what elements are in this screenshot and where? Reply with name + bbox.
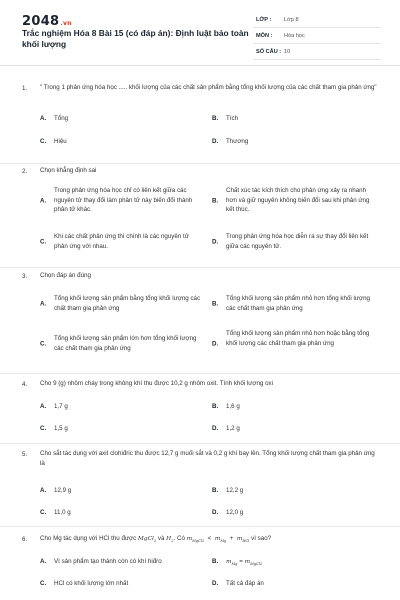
option-text: 12,0 g <box>226 509 244 516</box>
question-number: 5. <box>22 451 28 458</box>
option-letter: A. <box>40 299 47 307</box>
option-letter: A. <box>40 196 47 204</box>
option-letter: B. <box>212 403 219 410</box>
option-letter: C. <box>40 237 47 245</box>
option-letter: D. <box>212 509 219 516</box>
question-number: 4. <box>22 381 28 388</box>
logo-suffix: .vn <box>60 20 72 27</box>
option-text: 11,0 g <box>54 509 71 516</box>
formula-m-mg <box>215 536 226 542</box>
option-letter: A. <box>40 487 47 494</box>
meta-table <box>253 12 381 60</box>
meta-row-subject <box>253 28 381 44</box>
formula-subscript: 2 <box>153 539 157 544</box>
formula-subscript: HCl <box>242 539 250 544</box>
formula-main: H <box>166 536 172 542</box>
option-text: Tổng khối lượng sản phẩm bằng tổng khối lượng các chất tham gia phản ứng <box>54 295 201 312</box>
question-text <box>40 534 380 547</box>
option-letter: D. <box>212 339 219 347</box>
question-1 <box>0 78 400 164</box>
formula-subscript: Mg <box>220 539 227 544</box>
question-4 <box>0 374 400 444</box>
option-letter: C. <box>40 425 47 432</box>
option-letter: C. <box>40 509 47 516</box>
question-5 <box>0 444 400 527</box>
question-6 <box>0 527 400 600</box>
question-number: 2. <box>22 168 28 175</box>
option-text: 1,6 g <box>226 403 240 410</box>
formula-main: m <box>244 559 251 565</box>
option-letter: C. <box>40 138 47 145</box>
question-text: Cho 9 (g) nhôm cháy trong không khí thu được 10,2 g nhôm oxit. Tính khối lượng oxi <box>40 380 273 387</box>
question-2 <box>0 164 400 268</box>
header-divider <box>0 65 400 66</box>
option-letter: B. <box>212 487 219 494</box>
formula-subscript: 2 <box>171 539 174 544</box>
meta-value: Hóa học <box>284 33 305 39</box>
question-text-part: và <box>157 535 165 542</box>
option-letter: B. <box>212 558 219 565</box>
formula-m-mgcl2 <box>187 536 205 542</box>
formula-main: m <box>214 536 221 542</box>
option-text: Tổng khối lượng sản phẩm nhỏ hơn hoặc bằng tổng khối lượng các chất tham gia phản ứng <box>226 330 370 347</box>
option-text: 1,7 g <box>54 403 68 410</box>
formula-main: m <box>186 536 193 542</box>
page-title: Trắc nghiệm Hóa 8 Bài 15 (có đáp án): Định luật bảo toàn khối lượng <box>22 28 249 49</box>
question-text-part: Cho Mg tác dụng với HCl thu được <box>40 535 137 542</box>
page-header <box>0 0 400 62</box>
question-text-part: . Có <box>173 535 185 542</box>
option-text: Thương <box>226 138 249 145</box>
site-logo[interactable] <box>22 14 72 29</box>
option-letter: C. <box>40 580 47 587</box>
formula-subscript: Mg <box>231 562 238 567</box>
question-number: 6. <box>22 536 28 543</box>
formula-m-mgcl2 <box>245 559 263 565</box>
option-letter: D. <box>212 425 219 432</box>
question-text: Chọn khẳng định sai <box>40 167 97 174</box>
formula-operator: = <box>239 558 243 565</box>
option-text: Vì sản phẩm tạo thành còn có khí hiđro <box>54 558 162 565</box>
option-letter: C. <box>40 339 47 347</box>
formula-operator: < <box>207 535 212 542</box>
meta-value: Lớp 8 <box>284 17 299 23</box>
option-letter: A. <box>40 558 47 565</box>
option-text: Tổng khối lượng sản phẩm nhỏ hơn tổng khối lượng các chất tham gia phản ứng <box>226 295 370 312</box>
formula-main: m <box>236 536 243 542</box>
option-letter: D. <box>212 138 219 145</box>
option-letter: B. <box>212 299 219 307</box>
option-letter: D. <box>212 237 219 245</box>
meta-label: LỚP : <box>256 17 272 23</box>
question-text: Chọn đáp án đúng <box>40 272 91 279</box>
option-text: Tổng <box>54 115 69 122</box>
option-text: Trong phản ứng hóa học chỉ có liên kết giữa các nguyên tử thay đổi làm phân tử này biến đổi thành phân tử khác. <box>54 187 193 213</box>
option-letter: B. <box>212 115 219 122</box>
formula-h2 <box>166 536 173 542</box>
option-text: Trong phản ứng hóa học diễn ra sự thay đổi liên kết giữa các nguyên tử. <box>226 233 369 250</box>
question-3 <box>0 268 400 374</box>
option-letter: D. <box>212 580 219 587</box>
option-text: Khi các chất phản ứng thì chính là các nguyên tử phản ứng với nhau. <box>54 233 189 250</box>
meta-label: MÔN : <box>256 33 273 39</box>
formula-main: m <box>226 559 232 565</box>
option-formula <box>226 557 376 570</box>
question-number: 3. <box>22 273 28 280</box>
option-text: Tất cả đáp án <box>226 580 264 587</box>
option-text: Tổng khối lượng sản phẩm lớn hơn tổng khối lượng các chất tham gia phản ứng <box>54 335 197 352</box>
meta-row-count <box>253 44 381 60</box>
option-text: 12,9 g <box>54 487 72 494</box>
question-text-part: vì sao? <box>251 535 272 542</box>
question-number: 1. <box>22 85 28 92</box>
question-text: Cho sắt tác dụng với axit clohiđric thu được 12,7 g muối sắt và 0,2 g khí bay lên. Tổng khối lượng chất tham gia phản ứng là <box>40 450 375 467</box>
option-text: 12,2 g <box>226 487 244 494</box>
question-text: " Trong 1 phản ứng hóa học ..... khối lượng của các chất sản phẩm bằng tổng khối lượng của các chất tham gia phản ứng" <box>40 84 377 91</box>
formula-operator: + <box>229 535 234 542</box>
option-letter: A. <box>40 115 47 122</box>
option-text: Chất xúc tác kích thích cho phản ứng xảy ra nhanh hơn và giữ nguyên không biến đổi sau khi phản ứng kết thúc. <box>226 187 370 213</box>
meta-label: SỐ CÂU : <box>256 49 282 55</box>
meta-row-class <box>253 12 381 28</box>
meta-value: 10 <box>284 49 291 55</box>
formula-m-hcl <box>237 536 250 542</box>
option-letter: A. <box>40 403 47 410</box>
formula-m-mg <box>226 559 237 565</box>
option-text: Tích <box>226 115 239 122</box>
option-text: HCl có khối lượng lớn nhất <box>54 580 129 587</box>
option-text: 1,5 g <box>54 425 68 432</box>
formula-mgcl2 <box>138 536 156 542</box>
formula-subscript: MgCl2 <box>192 539 205 544</box>
option-text: 1,2 g <box>226 425 240 432</box>
formula-main: MgCl <box>137 536 154 542</box>
formula-subscript: MgCl2 <box>250 562 263 567</box>
logo-main: 2048 <box>22 14 60 29</box>
option-letter: B. <box>212 196 219 204</box>
option-text: Hiệu <box>54 138 67 145</box>
